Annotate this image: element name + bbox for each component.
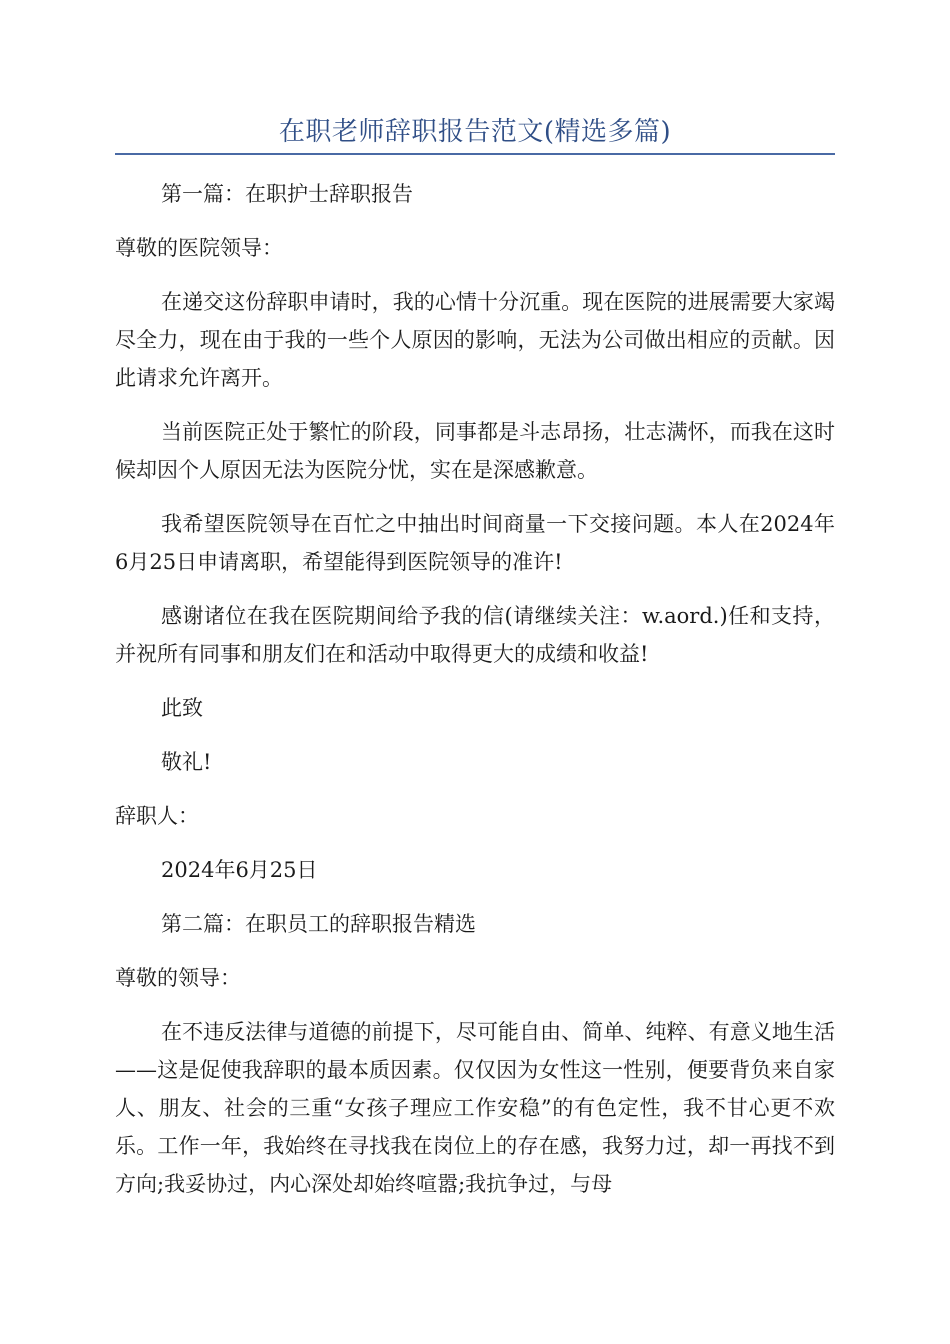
salutation-1: 尊敬的医院领导： (115, 236, 283, 260)
closing-salute: 敬礼! (161, 750, 212, 774)
paragraph: 在递交这份辞职申请时，我的心情十分沉重。现在医院的进展需要大家竭尽全力，现在由于我的一些个人原因的影响，无法为公司做出相应的贡献。因此请求允许离开。 (115, 290, 835, 390)
paragraph: 感谢诸位在我在医院期间给予我的信(请继续关注：w.aord.)任和支持，并祝所有同事和朋友们在和活动中取得更大的成绩和收益! (115, 604, 835, 666)
paragraph: 我希望医院领导在百忙之中抽出时间商量一下交接问题。本人在2024年6月25日申请离职，希望能得到医院领导的准许! (115, 512, 835, 574)
signature-label: 辞职人： (115, 804, 199, 828)
salutation-2: 尊敬的领导： (115, 966, 241, 990)
paragraph: 当前医院正处于繁忙的阶段，同事都是斗志昂扬，壮志满怀，而我在这时候却因个人原因无法为医院分忧，实在是深感歉意。 (115, 420, 835, 482)
signature-date: 2024年6月25日 (161, 858, 318, 882)
closing-phrase: 此致 (161, 696, 203, 720)
section-heading-1: 第一篇：在职护士辞职报告 (161, 182, 413, 206)
document-title: 在职老师辞职报告范文(精选多篇) (278, 117, 672, 147)
paragraph: 在不违反法律与道德的前提下，尽可能自由、简单、纯粹、有意义地生活——这是促使我辞职的最本质因素。仅仅因为女性这一性别，便要背负来自家人、朋友、社会的三重“女孩子理应工作安稳”的有色定性，我不甘心更不欢乐。工作一年，我始终在寻找我在岗位上的存在感，我努力过，却一再找不到方向;我妥协过，内心深处却始终喧嚣;我抗争过，与母 (115, 1020, 835, 1196)
document-body (115, 175, 835, 1219)
title-underline (115, 153, 835, 155)
section-heading-2: 第二篇：在职员工的辞职报告精选 (161, 912, 476, 936)
